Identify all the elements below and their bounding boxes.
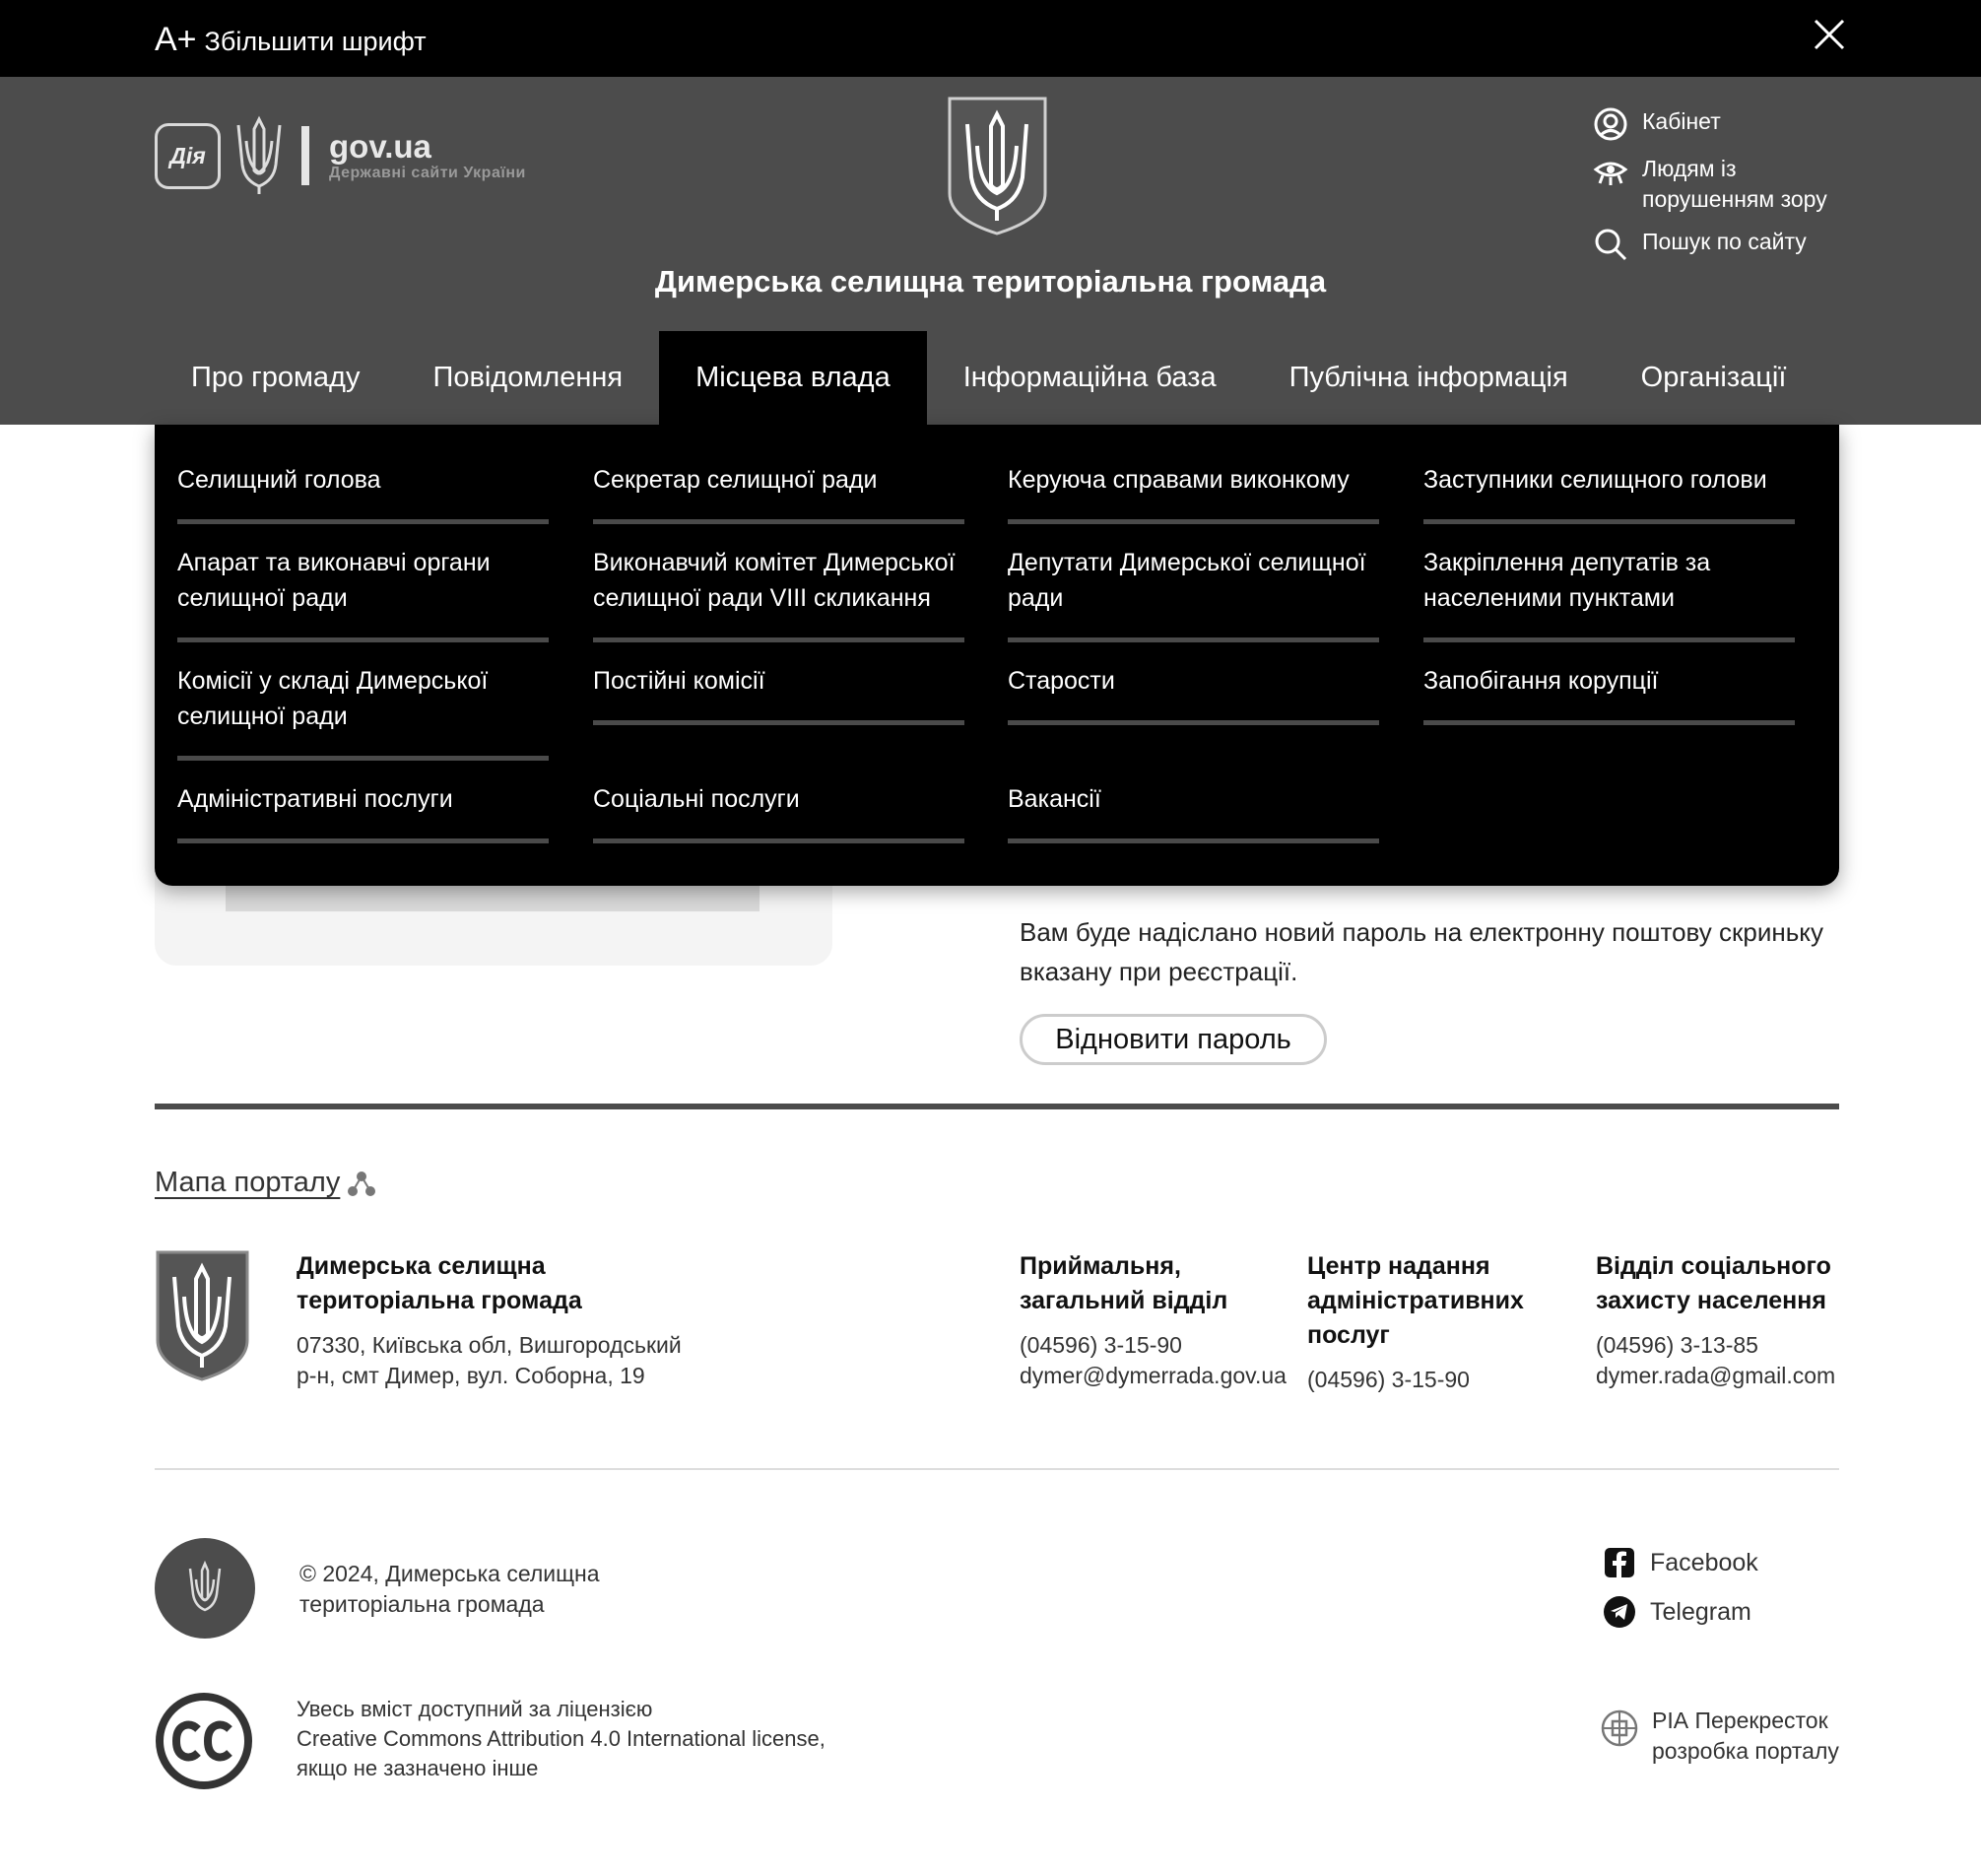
increase-font-button[interactable]: [155, 20, 427, 59]
nav-public-info[interactable]: Публічна інформація: [1288, 362, 1568, 393]
recover-password-button[interactable]: Відновити пароль: [1020, 1014, 1327, 1065]
telegram-link[interactable]: [1603, 1587, 1758, 1637]
menu-item-deputies-assignment[interactable]: Закріплення депутатів за населеними пунктами: [1423, 549, 1711, 612]
license-line: Увесь вміст доступний за ліцензією: [297, 1697, 653, 1721]
menu-divider: [593, 720, 964, 725]
contact-title: Відділ соціального захисту населення: [1596, 1252, 1831, 1314]
menu-item-village-head[interactable]: Селищний голова: [177, 466, 381, 494]
menu-divider: [593, 838, 964, 843]
contact-phone[interactable]: (04596) 3-15-90: [1020, 1332, 1182, 1358]
site-search-link[interactable]: [1593, 227, 1839, 262]
menu-divider: [1008, 519, 1379, 524]
contact-title: Центр надання адміністративних послуг: [1307, 1252, 1524, 1349]
contact-title: Приймальня, загальний відділ: [1020, 1252, 1228, 1314]
low-vision-link[interactable]: [1593, 154, 1839, 215]
tryzub-icon: [232, 115, 286, 196]
menu-item-standing-commissions[interactable]: Постійні комісії: [593, 667, 765, 695]
telegram-icon: [1603, 1595, 1636, 1629]
copyright-text: © 2024, Димерська селищна територіальна громада: [299, 1561, 600, 1617]
sitemap-link[interactable]: [155, 1167, 377, 1199]
gov-ua-subtitle: Державні сайти України: [329, 165, 526, 181]
close-icon[interactable]: [1813, 18, 1846, 51]
menu-item-executive-committee[interactable]: Виконавчий комітет Димерської селищної ради VIII скликання: [593, 549, 956, 612]
footer-org-title: Димерська селищна територіальна громада: [297, 1252, 582, 1314]
menu-item-starosty[interactable]: Старости: [1008, 667, 1115, 695]
nav-about[interactable]: Про громаду: [191, 362, 361, 393]
menu-item-deputies[interactable]: Депутати Димерської селищної ради: [1008, 549, 1366, 612]
facebook-link[interactable]: [1603, 1538, 1758, 1587]
menu-divider: [177, 637, 549, 642]
search-label: Пошук по сайту: [1642, 229, 1807, 254]
menu-divider: [1423, 720, 1795, 725]
menu-divider: [1008, 838, 1379, 843]
sitemap-icon: [346, 1168, 377, 1199]
gov-ua-logo-link[interactable]: [155, 116, 526, 195]
menu-item-council-secretary[interactable]: Секретар селищної ради: [593, 466, 878, 494]
user-circle-icon: [1593, 106, 1628, 142]
footer-org: [297, 1249, 691, 1391]
menu-divider: [593, 637, 964, 642]
menu-item-vacancies[interactable]: Вакансії: [1008, 785, 1101, 813]
nav-info-base[interactable]: Інформаційна база: [962, 362, 1217, 393]
gov-ua-text: [329, 129, 526, 182]
contact-phone[interactable]: (04596) 3-13-85: [1596, 1332, 1758, 1358]
nav-organizations[interactable]: Організації: [1640, 362, 1787, 393]
developer-logo-icon: [1601, 1709, 1638, 1747]
contact-email[interactable]: dymer.rada@gmail.com: [1596, 1363, 1836, 1388]
menu-divider: [1008, 720, 1379, 725]
menu-item-commissions[interactable]: Комісії у складі Димерської селищної ради: [177, 667, 489, 730]
user-links: [1593, 106, 1839, 274]
developer-link[interactable]: [1601, 1706, 1839, 1767]
main-nav: [155, 331, 1839, 425]
menu-divider: [177, 519, 549, 524]
dropdown-column: [1423, 425, 1795, 886]
menu-divider: [177, 838, 549, 843]
menu-item-anti-corruption[interactable]: Запобігання корупції: [1423, 667, 1659, 695]
footer-contact-social: [1596, 1249, 1842, 1391]
facebook-icon: [1603, 1546, 1636, 1579]
increase-font-label: Збільшити шрифт: [204, 27, 427, 56]
facebook-label: Facebook: [1650, 1548, 1758, 1576]
menu-divider: [1008, 637, 1379, 642]
tryzub-icon: [185, 1561, 225, 1616]
contact-phone[interactable]: (04596) 3-15-90: [1307, 1367, 1470, 1392]
nav-local-government[interactable]: Місцева влада: [659, 331, 927, 425]
diia-logo: Дія: [155, 123, 221, 189]
license-text: [297, 1695, 907, 1783]
menu-divider: [1423, 519, 1795, 524]
coat-of-arms-icon[interactable]: [946, 95, 1049, 237]
developer-name: РІА Перекресток: [1652, 1708, 1828, 1733]
contact-email[interactable]: dymer@dymerrada.gov.ua: [1020, 1363, 1287, 1388]
divider: [301, 126, 309, 185]
low-vision-label: Людям із порушенням зору: [1642, 156, 1827, 212]
menu-item-admin-services[interactable]: Адміністративні послуги: [177, 785, 453, 813]
site-title: Димерська селищна територіальна громада: [654, 264, 1327, 299]
recover-password-text: Вам буде надіслано новий пароль на електронну поштову скриньку вказану при реєстрації.: [1020, 917, 1823, 986]
license-line: якщо не зазначено інше: [297, 1756, 539, 1780]
dropdown-column: [177, 425, 549, 886]
footer-contact-reception: [1020, 1249, 1286, 1391]
divider: [155, 1104, 1839, 1109]
footer-round-logo: [155, 1538, 255, 1639]
sitemap-label: Мапа порталу: [155, 1167, 341, 1198]
footer-contact-cnap: [1307, 1249, 1553, 1395]
menu-item-apparatus[interactable]: Апарат та виконавчі органи селищної ради: [177, 549, 491, 612]
developer-role: розробка порталу: [1652, 1738, 1839, 1764]
menu-item-social-services[interactable]: Соціальні послуги: [593, 785, 800, 813]
eye-icon: [1593, 154, 1628, 189]
telegram-label: Telegram: [1650, 1597, 1751, 1626]
license-link[interactable]: Creative Commons Attribution 4.0 International license,: [297, 1726, 825, 1751]
footer-org-address: 07330, Київська обл, Вишгородський р-н, смт Димер, вул. Соборна, 19: [297, 1332, 682, 1388]
menu-divider: [1423, 637, 1795, 642]
local-government-dropdown: [155, 425, 1839, 886]
dropdown-column: [1008, 425, 1379, 886]
font-size-icon: A+: [155, 21, 197, 58]
social-links: [1603, 1538, 1758, 1637]
creative-commons-icon[interactable]: [155, 1692, 253, 1790]
accessibility-bar: [0, 0, 1981, 77]
menu-divider: [177, 756, 549, 761]
coat-of-arms-icon: [155, 1249, 250, 1382]
site-header: [0, 77, 1981, 425]
cabinet-link[interactable]: [1593, 106, 1839, 142]
gov-ua-name: gov.ua: [329, 128, 431, 165]
search-icon: [1593, 227, 1628, 262]
dropdown-column: [593, 425, 964, 886]
menu-item-executive-manager[interactable]: Керуюча справами виконкому: [1008, 466, 1350, 494]
menu-divider: [593, 519, 964, 524]
menu-item-deputy-heads[interactable]: Заступники селищного голови: [1423, 466, 1767, 494]
cabinet-label: Кабінет: [1642, 108, 1721, 134]
nav-news[interactable]: Повідомлення: [432, 362, 624, 393]
divider: [155, 1468, 1839, 1470]
